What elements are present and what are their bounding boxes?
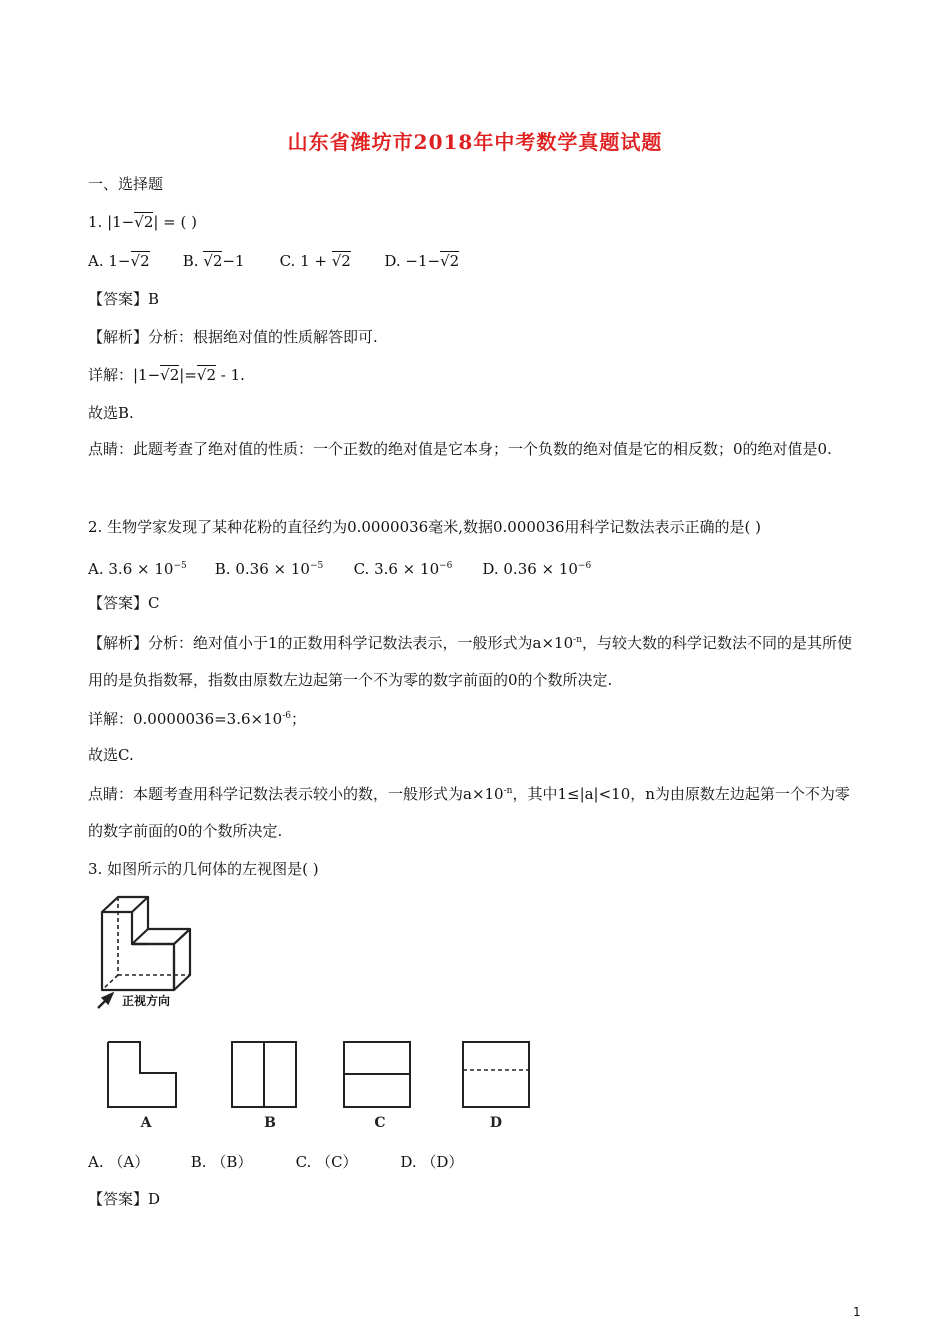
q1-options [88,251,459,271]
view-c-label: C [374,1115,386,1131]
q2-option-b: B. $0.36 \times 10^{-5}$ [214,560,324,578]
section-heading: 一、选择题 [88,175,164,193]
q3-options [88,1152,463,1172]
q1-stem-radicand: √2 [134,213,154,231]
q2-stem: 2. 生物学家发现了某种花粉的直径约为0.0000036毫米,数据0.000036用科学记数法表示正确的是( ) [88,518,762,536]
view-options-figure [100,1035,540,1135]
q1-stem [88,212,197,232]
q2-detail: 详解：$0.0000036=3.6\times 10^{-6}$； [88,710,306,728]
q1-stem-suffix: | = ( ) [153,213,197,231]
front-view-label: 正视方向 [122,994,171,1008]
page-number: 1 [853,1305,861,1319]
q3-option-a: A. （A） [88,1153,150,1171]
q1-option-b: B. √2−1 [182,252,245,270]
q1-stem-prefix: 1. |1− [88,213,135,231]
q1-option-d: D. −1−√2 [384,252,460,270]
view-a-shape [108,1042,176,1107]
q2-option-c: C. $3.6 \times 10^{-6}$ [353,560,453,578]
q2-choose: 故选C. [88,746,134,764]
q1-answer: 【答案】B [88,290,160,308]
view-d-shape [463,1042,529,1107]
page-title: 山东省潍坊市2018年中考数学真题试题 [287,130,663,154]
view-d-label: D [489,1115,503,1131]
view-b-label: B [264,1115,276,1131]
q1-option-a: A. 1−√2 [88,252,150,270]
q1-option-c: C. 1 + √2 [279,252,351,270]
q2-option-a: A. $3.6 \times 10^{-5}$ [88,560,187,578]
q1-comment: 点睛：此题考查了绝对值的性质：一个正数的绝对值是它本身；一个负数的绝对值是它的相反数；0的绝对值是0. [88,440,832,458]
q2-options [88,556,591,579]
q2-comment: 点睛：本题考查用科学记数法表示较小的数，一般形式为$a\times 10^{-n}$，其中1≤|a|<10，n为由原数左边起第一个不为零的数字前面的0的个数所决定. [88,785,850,840]
q2-answer: 【答案】C [88,594,160,612]
q3-option-c: C. （C） [295,1153,358,1171]
q1-analysis: 【解析】分析：根据绝对值的性质解答即可. [88,328,378,346]
view-a-label: A [140,1115,152,1131]
q1-choose: 故选B. [88,404,134,422]
q3-option-b: B. （B） [190,1153,253,1171]
q2-analysis: 【解析】分析：绝对值小于1的正数用科学记数法表示，一般形式为$a\times 10^{-n}$，与较大数的科学记数法不同的是其所使用的是负指数幂，指数由原数左边起第一个不为零的数字前面的0的个数所决定. [88,634,853,689]
q3-option-d: D. （D） [400,1153,464,1171]
q1-detail: 详解：|1−√2|=√2 - 1. [88,366,245,384]
q2-option-d: D. $0.36 \times 10^{-6}$ [482,560,592,578]
q3-stem: 3. 如图所示的几何体的左视图是( ) [88,860,319,878]
q3-answer: 【答案】D [88,1190,161,1208]
